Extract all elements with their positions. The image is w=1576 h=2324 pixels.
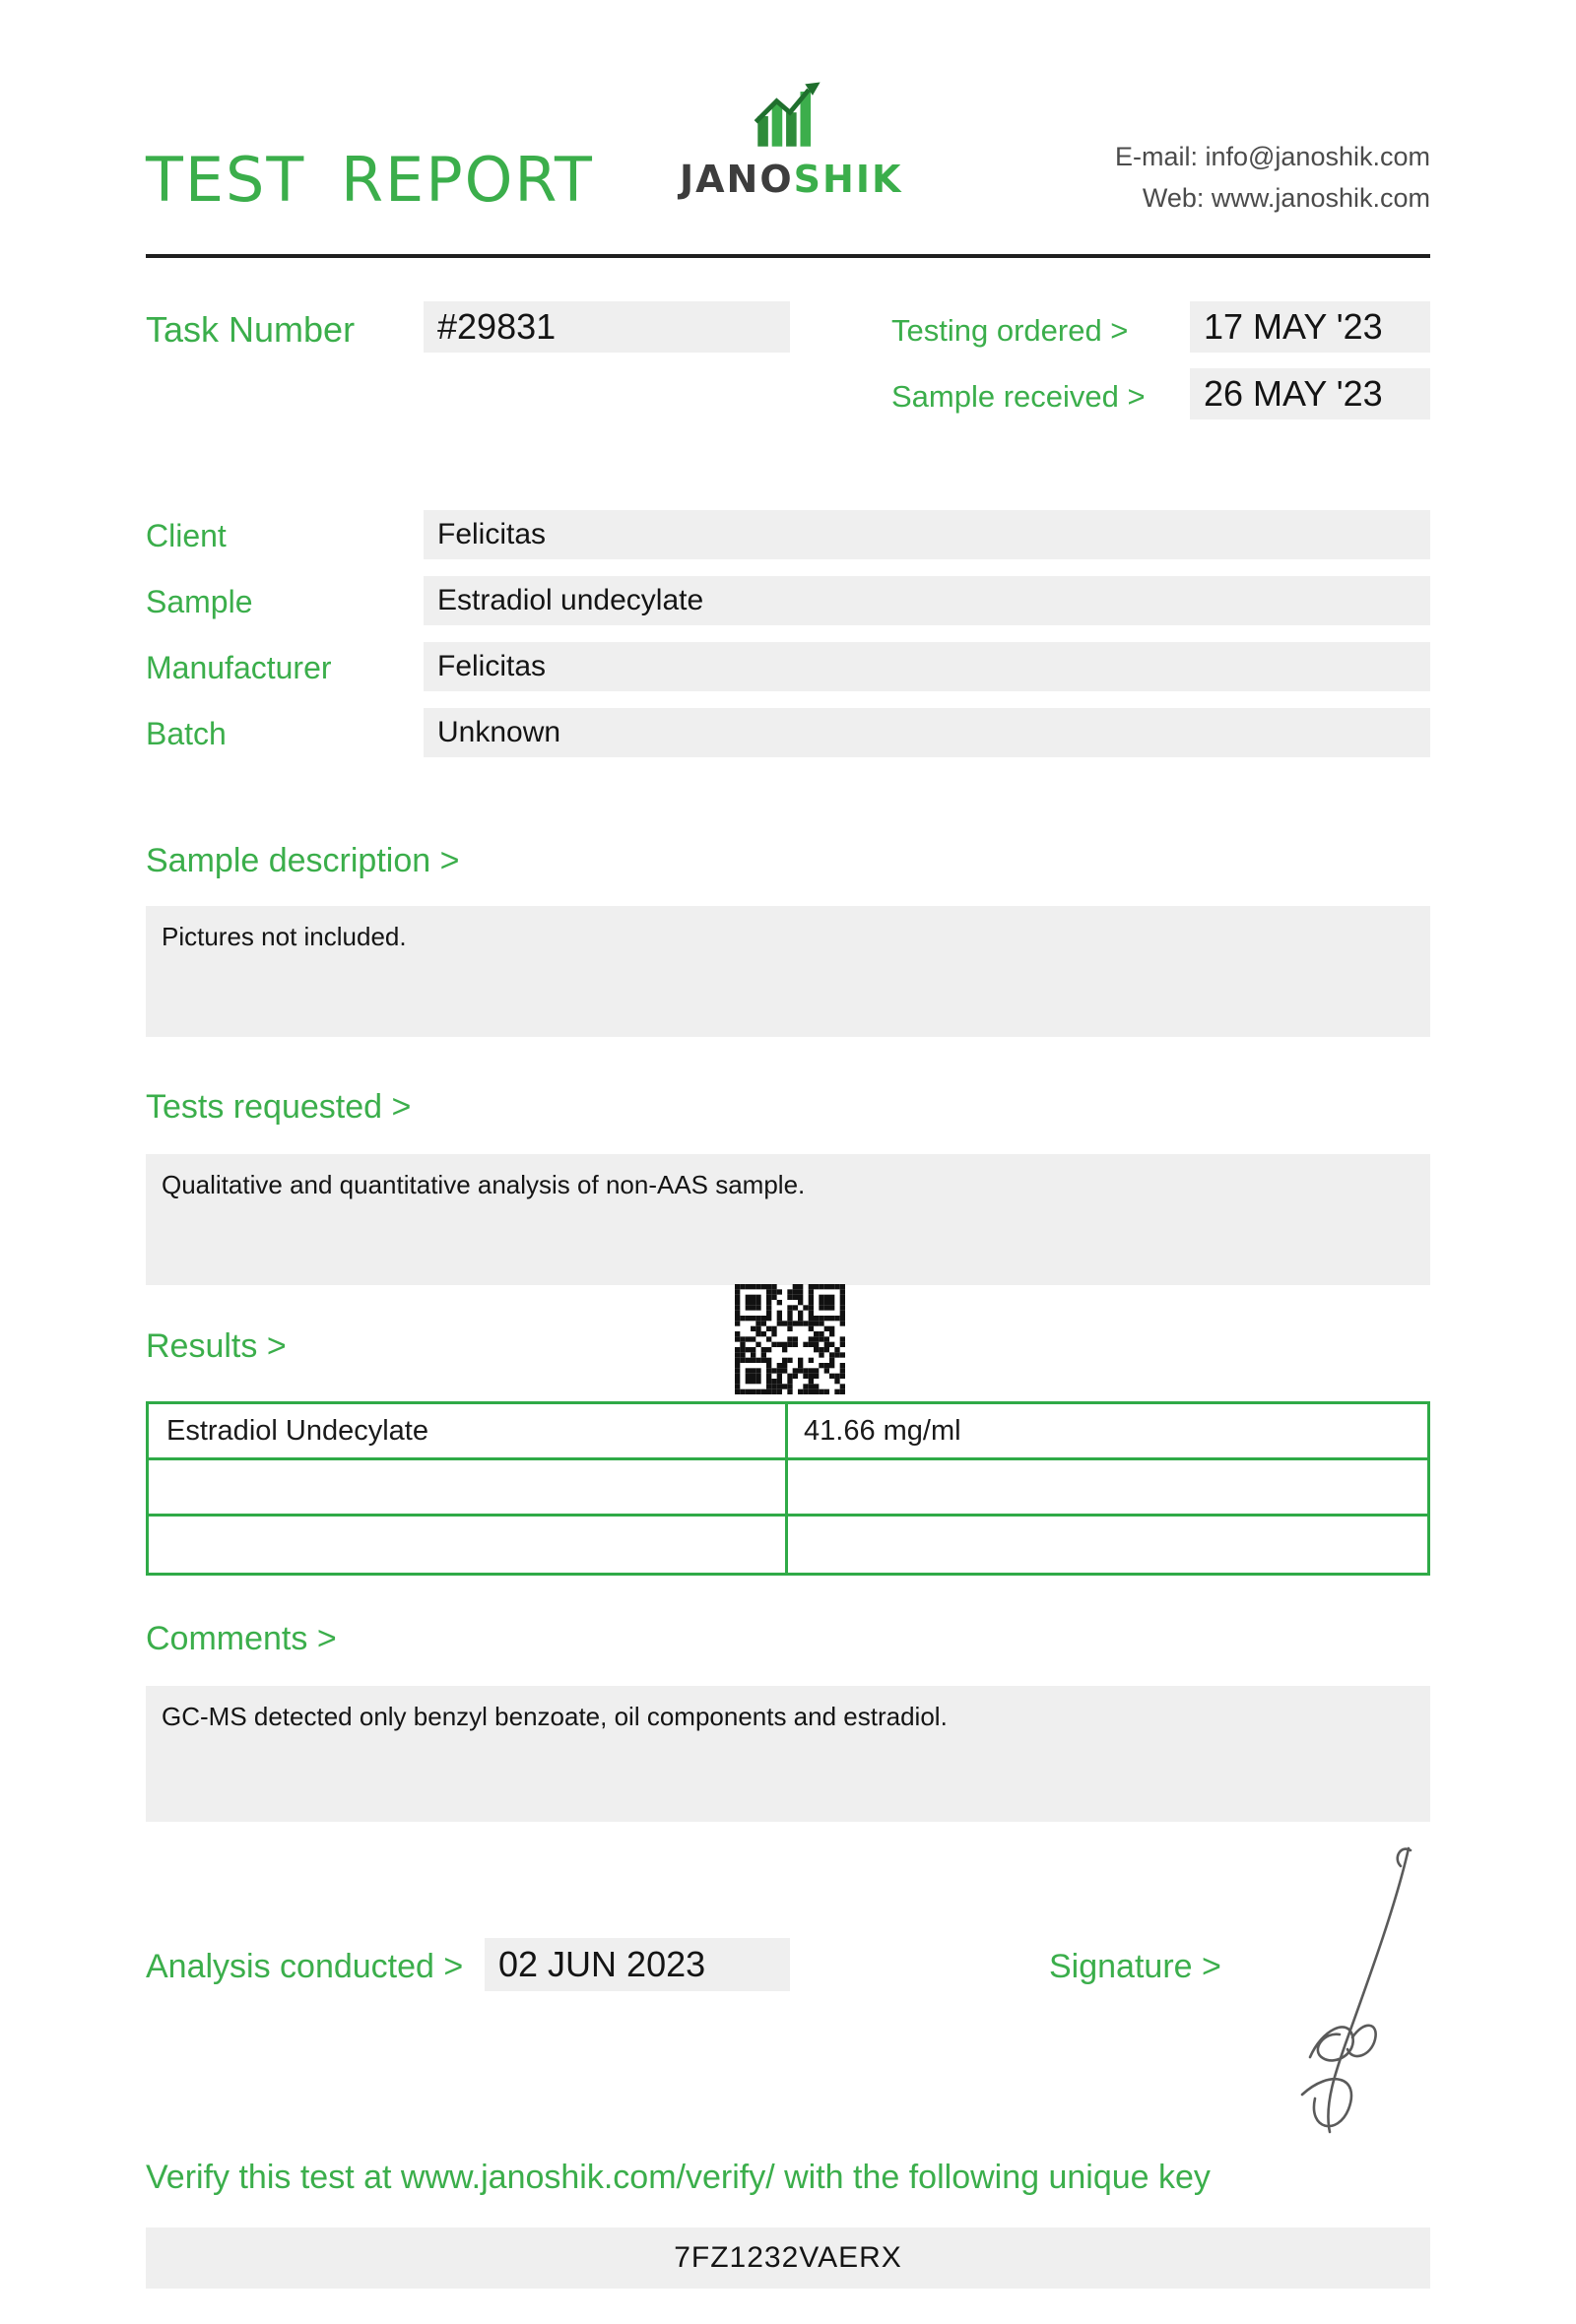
sample-received-label: Sample received > [891,379,1146,414]
result-analyte-cell: Estradiol Undecylate [149,1404,788,1457]
client-value: Felicitas [424,510,1430,559]
verify-instruction-text: Verify this test at www.janoshik.com/verify/ with the following unique key [146,2159,1211,2196]
comments-heading: Comments > [146,1620,337,1657]
task-number-value: #29831 [424,301,790,353]
table-row [149,1517,1427,1573]
result-analyte-cell [149,1460,788,1514]
analysis-conducted-label: Analysis conducted > [146,1948,464,1985]
header-divider [146,254,1430,258]
signature-label: Signature > [1049,1948,1221,1985]
page-title: TEST REPORT [146,144,594,216]
batch-label: Batch [146,716,227,751]
sample-received-date: 26 MAY '23 [1190,368,1430,420]
sample-label: Sample [146,584,253,619]
contact-info [1115,136,1430,219]
bar-chart-logo-icon [741,77,835,156]
tests-requested-body: Qualitative and quantitative analysis of non-AAS sample. [146,1154,1430,1285]
verify-key-value: 7FZ1232VAERX [146,2227,1430,2289]
email-line: E-mail: info@janoshik.com [1114,142,1430,171]
batch-value: Unknown [424,708,1430,757]
qr-code [735,1284,845,1394]
testing-ordered-label: Testing ordered > [891,313,1129,348]
table-row [149,1404,1427,1460]
manufacturer-value: Felicitas [424,642,1430,691]
brand-name [680,158,903,201]
client-label: Client [146,518,227,553]
brand-text-jano: JANO [680,158,794,201]
result-value-cell [788,1460,1427,1514]
brand-logo [680,77,903,201]
signature-image [1253,1837,1435,2140]
comments-body: GC-MS detected only benzyl benzoate, oil components and estradiol. [146,1686,1430,1822]
result-analyte-cell [149,1517,788,1573]
table-row [149,1460,1427,1517]
result-value-cell: 41.66 mg/ml [804,1414,961,1447]
sample-value: Estradiol undecylate [424,576,1430,625]
results-heading: Results > [146,1327,287,1365]
web-line: Web: www.janoshik.com [1142,183,1430,213]
results-table [146,1401,1430,1576]
sample-description-body: Pictures not included. [146,906,1430,1037]
testing-ordered-date: 17 MAY '23 [1190,301,1430,353]
manufacturer-label: Manufacturer [146,650,332,685]
result-value-cell [788,1517,1427,1573]
brand-text-shik: SHIK [793,158,903,201]
task-number-label: Task Number [146,309,356,350]
sample-description-heading: Sample description > [146,842,460,879]
analysis-date-value: 02 JUN 2023 [485,1938,790,1991]
tests-requested-heading: Tests requested > [146,1088,412,1126]
